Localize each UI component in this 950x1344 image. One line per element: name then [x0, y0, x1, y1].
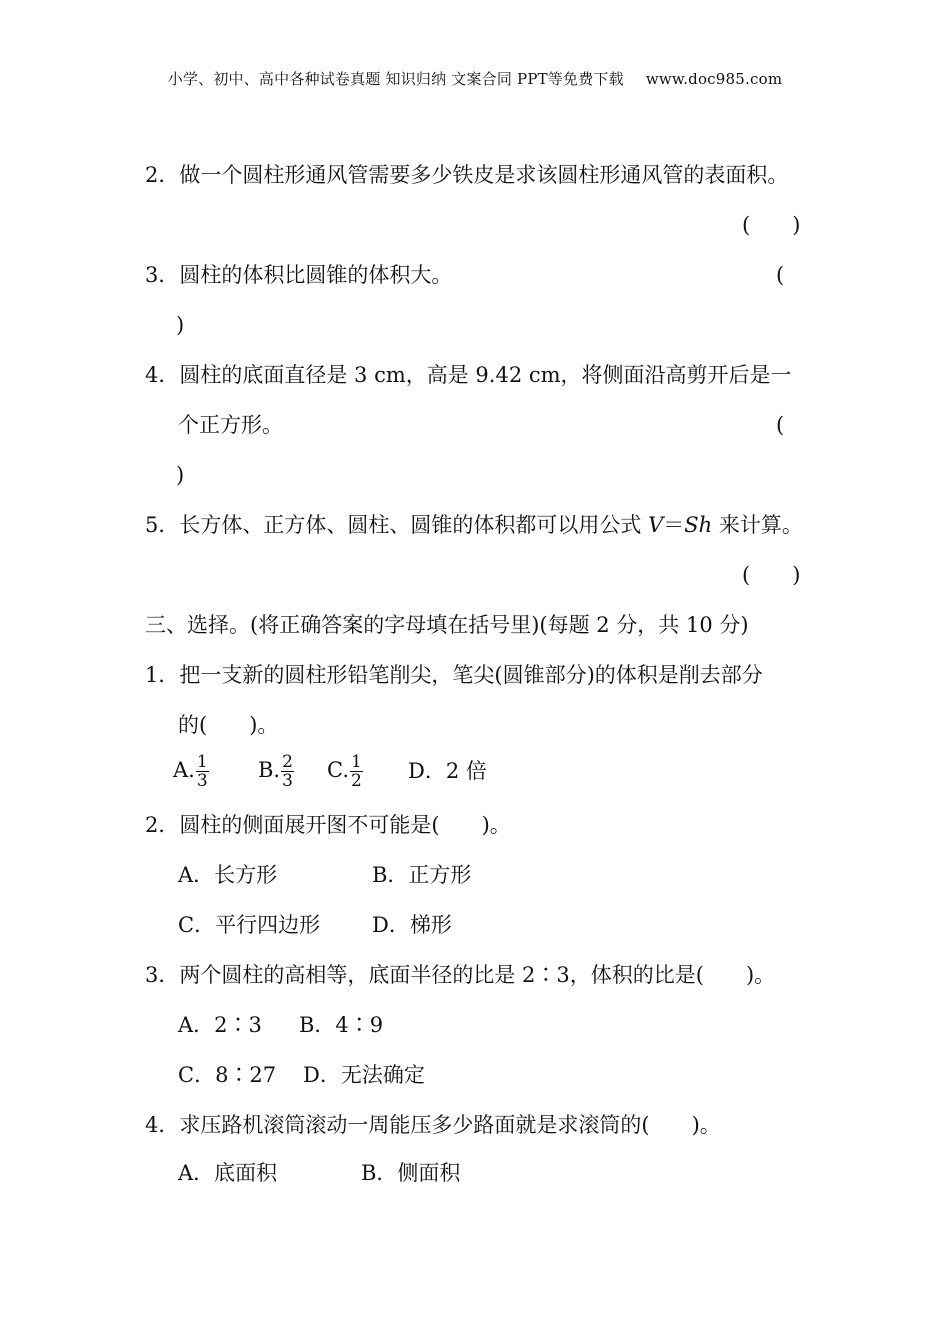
question-number: 2． [145, 163, 180, 187]
question-text-line1: 圆柱的底面直径是 3 cm，高是 9.42 cm，将侧面沿高剪开后是一 [179, 363, 792, 387]
question-text-line2: 的( )。 [178, 713, 279, 737]
option-d[interactable]: D．梯形 [372, 913, 452, 937]
header-text: 小学、初中、高中各种试卷真题 知识归纳 文案合同 PPT等免费下载 [167, 70, 624, 88]
question-text-line2: 个正方形。 [178, 413, 283, 437]
choice-question-1 [145, 660, 763, 690]
question-number: 4． [145, 1113, 180, 1137]
question-number: 3． [145, 963, 180, 987]
option-label: A. [173, 758, 195, 782]
fraction [350, 753, 363, 790]
question-number: 2． [145, 813, 180, 837]
denominator: 3 [282, 771, 293, 791]
option-b[interactable] [258, 753, 294, 790]
numerator: 1 [351, 752, 362, 772]
section-heading: 三、选择。(将正确答案的字母填在括号里)(每题 2 分，共 10 分) [145, 613, 749, 637]
choice-question-4 [145, 1110, 721, 1140]
question-number: 3． [145, 263, 180, 287]
question-number: 4． [145, 363, 180, 387]
judge-question-5 [145, 510, 803, 540]
question-number: 1． [145, 663, 180, 687]
formula-v: V [648, 513, 664, 537]
option-b[interactable]: B．4∶9 [299, 1013, 384, 1037]
question-text: 做一个圆柱形通风管需要多少铁皮是求该圆柱形通风管的表面积。 [179, 163, 789, 187]
page-header [0, 68, 950, 89]
answer-blank-close: ) [176, 463, 185, 487]
denominator: 2 [351, 771, 362, 791]
question-text-a: 长方体、正方体、圆柱、圆锥的体积都可以用公式 [179, 513, 649, 537]
header-url[interactable]: www.doc985.com [645, 70, 783, 88]
option-a[interactable]: A．长方形 [178, 863, 278, 887]
option-a[interactable]: A．底面积 [178, 1161, 278, 1185]
answer-blank-open[interactable]: ( [776, 263, 785, 287]
option-d[interactable]: D．2 倍 [408, 759, 487, 783]
fraction [281, 753, 294, 790]
question-text-line1: 把一支新的圆柱形铅笔削尖，笔尖(圆锥部分)的体积是削去部分 [179, 663, 763, 687]
option-b[interactable]: B．侧面积 [361, 1161, 461, 1185]
option-label: B. [258, 758, 281, 782]
judge-question-2 [145, 160, 788, 190]
answer-blank-open[interactable]: ( [776, 413, 785, 437]
judge-question-4 [145, 360, 792, 390]
choice-question-2 [145, 810, 511, 840]
question-text-b: 来计算。 [712, 513, 803, 537]
fraction [196, 753, 209, 790]
option-c[interactable] [327, 753, 363, 790]
answer-blank[interactable]: ( ) [742, 563, 801, 587]
numerator: 1 [196, 752, 208, 772]
question-text: 圆柱的侧面展开图不可能是( )。 [179, 813, 511, 837]
option-c[interactable]: C．平行四边形 [178, 913, 321, 937]
option-d[interactable]: D．无法确定 [303, 1063, 425, 1087]
question-number: 5． [145, 513, 180, 537]
option-a[interactable] [173, 753, 209, 790]
answer-blank-close: ) [176, 313, 185, 337]
option-c[interactable]: C．8∶27 [178, 1063, 277, 1087]
formula-equals: ＝ [663, 513, 685, 537]
option-b[interactable]: B．正方形 [372, 863, 472, 887]
question-text: 两个圆柱的高相等，底面半径的比是 2∶3，体积的比是( )。 [179, 963, 776, 987]
numerator: 2 [282, 752, 293, 772]
judge-question-3 [145, 260, 452, 290]
question-text: 圆柱的体积比圆锥的体积大。 [179, 263, 453, 287]
choice-question-3 [145, 960, 775, 990]
option-a[interactable]: A．2∶3 [178, 1013, 262, 1037]
answer-blank[interactable]: ( ) [742, 213, 801, 237]
formula-sh: Sh [684, 513, 713, 537]
option-label: C. [327, 758, 349, 782]
question-text: 求压路机滚筒滚动一周能压多少路面就是求滚筒的( )。 [179, 1113, 721, 1137]
denominator: 3 [196, 771, 208, 791]
